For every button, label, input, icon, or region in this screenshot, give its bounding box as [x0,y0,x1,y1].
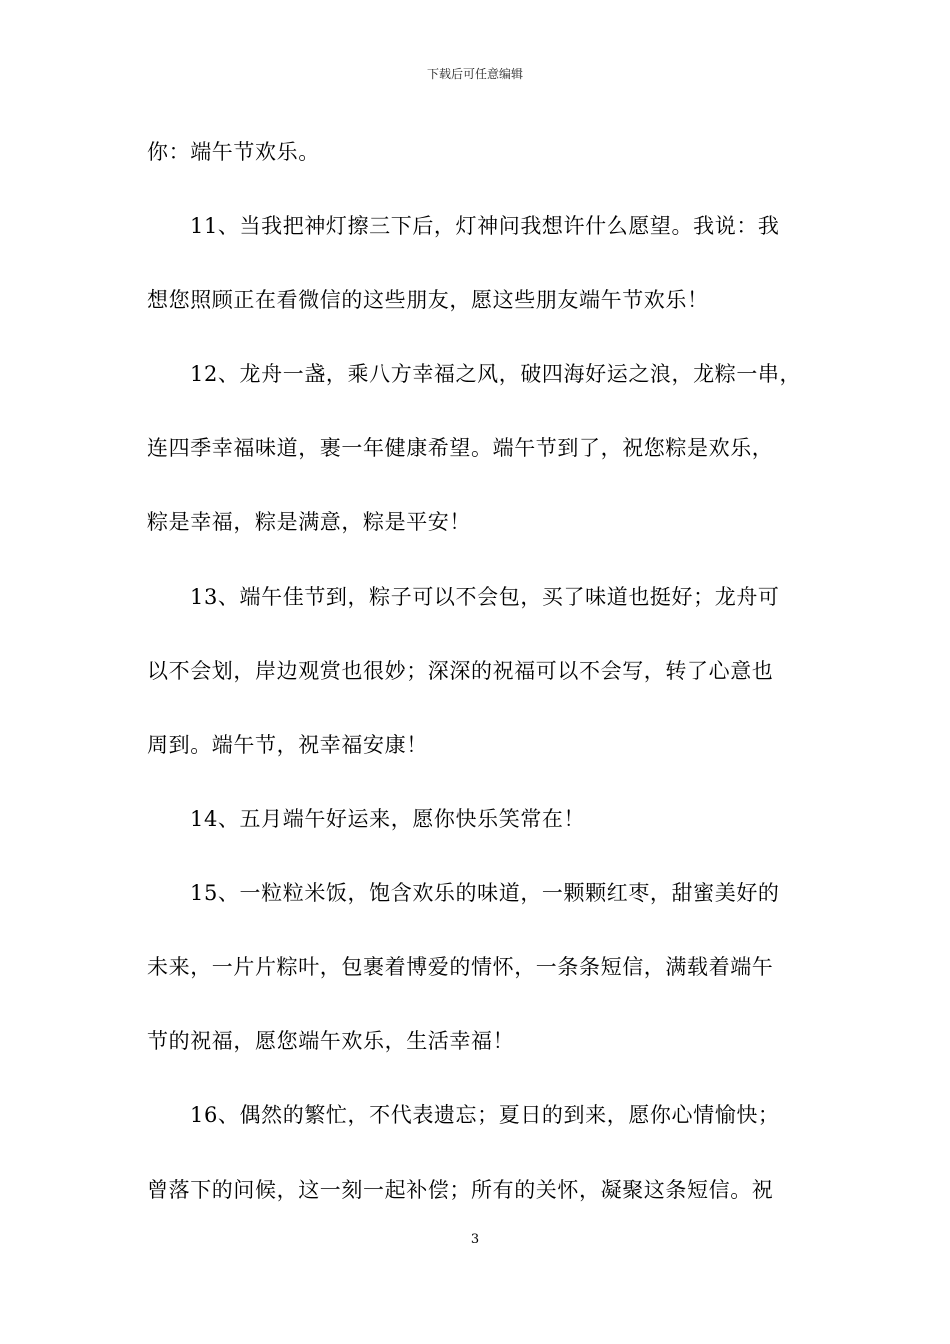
text-line: 以不会划，岸边观赏也很妙；深深的祝福可以不会写，转了心意也 [147,659,774,683]
text-line: 周到。端午节，祝幸福安康！ [147,733,428,757]
text-line: 11、当我把神灯擦三下后，灯神问我想许什么愿望。我说：我 [190,214,780,238]
text-line: 你：端午节欢乐。 [147,140,320,164]
text-line: 15、一粒粒米饭，饱含欢乐的味道，一颗颗红枣，甜蜜美好的 [190,881,780,905]
text-line: 未来，一片片粽叶，包裹着博爱的情怀，一条条短信，满载着端午 [147,955,774,979]
text-line: 粽是幸福，粽是满意，粽是平安！ [147,510,471,534]
text-line: 想您照顾正在看微信的这些朋友，愿这些朋友端午节欢乐！ [147,288,709,312]
text-line: 14、五月端午好运来，愿你快乐笑常在！ [190,807,586,831]
text-line: 曾落下的问候，这一刻一起补偿；所有的关怀，凝聚这条短信。祝 [147,1178,774,1202]
text-line: 13、端午佳节到，粽子可以不会包，买了味道也挺好；龙舟可 [190,585,780,609]
text-line: 12、龙舟一盏，乘八方幸福之风，破四海好运之浪，龙粽一串， [190,362,802,386]
text-line: 节的祝福，愿您端午欢乐，生活幸福！ [147,1029,515,1053]
text-line: 连四季幸福味道，裹一年健康希望。端午节到了，祝您粽是欢乐， [147,436,774,460]
text-line: 16、偶然的繁忙，不代表遗忘；夏日的到来，愿你心情愉快； [190,1103,780,1127]
page-number: 3 [470,1232,480,1247]
page-header: 下载后可任意编辑 [426,67,523,81]
